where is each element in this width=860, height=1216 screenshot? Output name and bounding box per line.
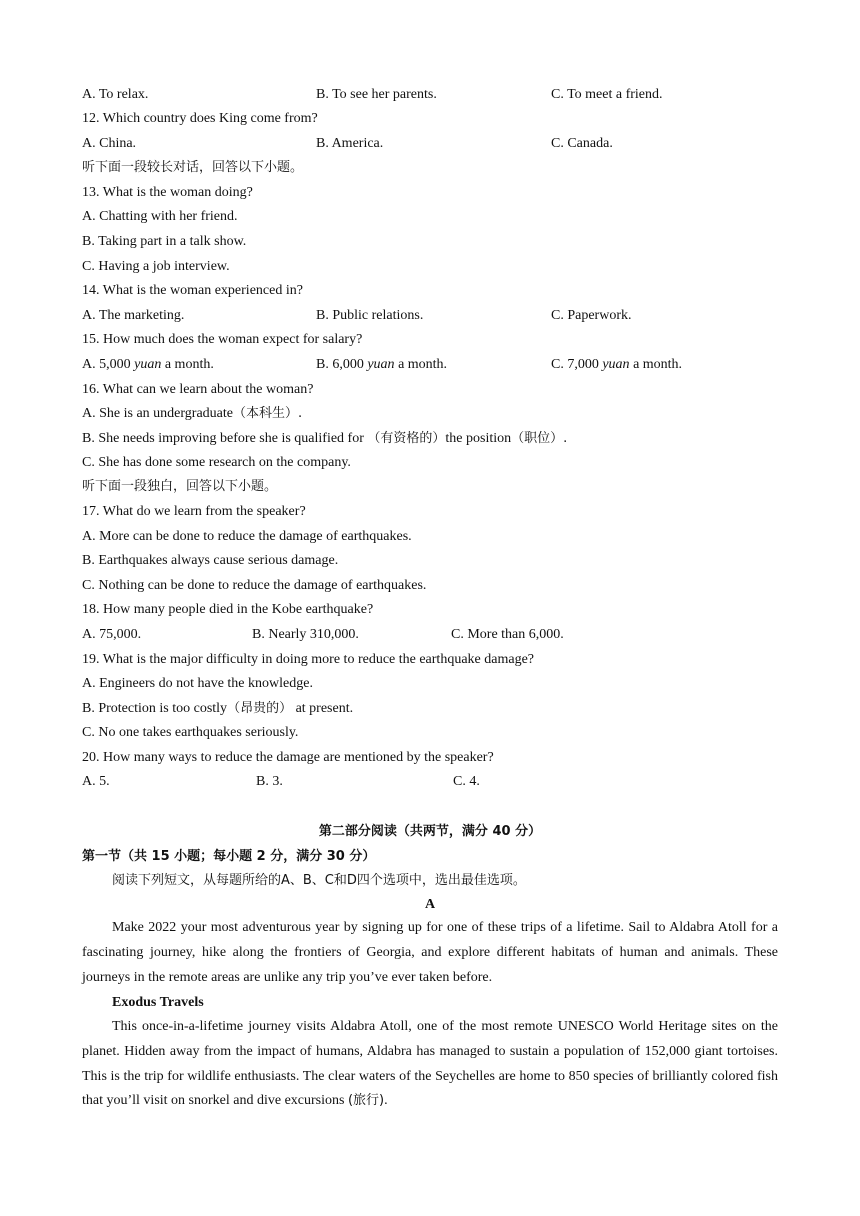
q11-options	[82, 86, 782, 104]
monologue-instruction: 听下面一段独白，回答以下小题。	[82, 479, 278, 494]
passage-subheading: Exodus Travels	[112, 995, 204, 1010]
q19-option-a: A. Engineers do not have the knowledge.	[82, 676, 313, 691]
q18-option-a: A. 75,000.	[82, 627, 142, 642]
q16-option-a: A. She is an undergraduate（本科生）.	[82, 406, 303, 421]
q14-question: 14. What is the woman experienced in?	[82, 283, 303, 298]
q13-option-b: B. Taking part in a talk show.	[82, 234, 247, 249]
q12-option-c: C. Canada.	[551, 136, 613, 151]
q14-option-b: B. Public relations.	[316, 308, 424, 323]
q12-options	[82, 135, 782, 153]
q15-option-c: C. 7,000 yuan a month.	[551, 357, 683, 372]
exodus-paragraph: This once-in-a-lifetime journey visits Aldabra Atoll, one of the most remote UNESCO World Heritage sites on the planet. Hidden away from the impact of humans, Aldabra has managed to sustain a population of 152,000 giant tortoises. This is the trip for wildlife enthusiasts. The clear waters of the Seychelles are home to 850 species of brilliantly colored fish that you’ll visit on snorkel and dive excursions (旅行).	[82, 1019, 778, 1109]
q13-option-c: C. Having a job interview.	[82, 259, 230, 274]
q12-option-b: B. America.	[316, 136, 384, 151]
long-dialogue-instruction: 听下面一段较长对话，回答以下小题。	[82, 160, 304, 175]
part2-title: 第二部分阅读（共两节，满分 40 分）	[318, 824, 542, 839]
q20-question: 20. How many ways to reduce the damage are mentioned by the speaker?	[82, 750, 494, 765]
q16-option-b: B. She needs improving before she is qualified for （有资格的）the position（职位）.	[82, 431, 568, 446]
q14-option-c: C. Paperwork.	[551, 308, 632, 323]
q15-options	[82, 356, 782, 374]
q14-options	[82, 307, 782, 325]
q13-question: 13. What is the woman doing?	[82, 185, 253, 200]
q19-option-c: C. No one takes earthquakes seriously.	[82, 725, 299, 740]
q13-option-a: A. Chatting with her friend.	[82, 209, 238, 224]
passage-label: A	[424, 897, 436, 912]
q20-option-c: C. 4.	[453, 774, 480, 789]
q17-option-c: C. Nothing can be done to reduce the damage of earthquakes.	[82, 578, 427, 593]
q11-option-a: A. To relax.	[82, 87, 149, 102]
q19-option-b: B. Protection is too costly（昂贵的） at present.	[82, 701, 354, 716]
q18-question: 18. How many people died in the Kobe earthquake?	[82, 602, 374, 617]
q15-option-b: B. 6,000 yuan a month.	[316, 357, 448, 372]
q17-option-a: A. More can be done to reduce the damage of earthquakes.	[82, 529, 412, 544]
q20-option-a: A. 5.	[82, 774, 110, 789]
q12-option-a: A. China.	[82, 136, 137, 151]
q16-question: 16. What can we learn about the woman?	[82, 382, 314, 397]
intro-paragraph: Make 2022 your most adventurous year by signing up for one of these trips of a lifetime. Sail to Aldabra Atoll for a fascinating journey, hike along the frontiers of Georgia, and explore different habitats of human and animals. These journeys in the remote areas are unlike any trip you’ve ever taken before.	[82, 920, 778, 985]
q20-option-b: B. 3.	[256, 774, 283, 789]
reading-instruction: 阅读下列短文，从每题所给的A、B、C和D四个选项中，选出最佳选项。	[112, 873, 526, 888]
q14-option-a: A. The marketing.	[82, 308, 185, 323]
q17-option-b: B. Earthquakes always cause serious damage.	[82, 553, 339, 568]
q17-question: 17. What do we learn from the speaker?	[82, 504, 306, 519]
q18-options	[82, 626, 782, 644]
q20-options	[82, 773, 782, 791]
q12-question: 12. Which country does King come from?	[82, 111, 318, 126]
q16-option-c: C. She has done some research on the company.	[82, 455, 351, 470]
q11-option-c: C. To meet a friend.	[551, 87, 663, 102]
section1-title: 第一节（共 15 小题；每小题 2 分，满分 30 分）	[82, 849, 376, 864]
q18-option-c: C. More than 6,000.	[451, 627, 564, 642]
q11-option-b: B. To see her parents.	[316, 87, 437, 102]
q18-option-b: B. Nearly 310,000.	[252, 627, 359, 642]
q15-option-a: A. 5,000 yuan a month.	[82, 357, 214, 372]
q19-question: 19. What is the major difficulty in doing more to reduce the earthquake damage?	[82, 652, 534, 667]
q15-question: 15. How much does the woman expect for salary?	[82, 332, 363, 347]
